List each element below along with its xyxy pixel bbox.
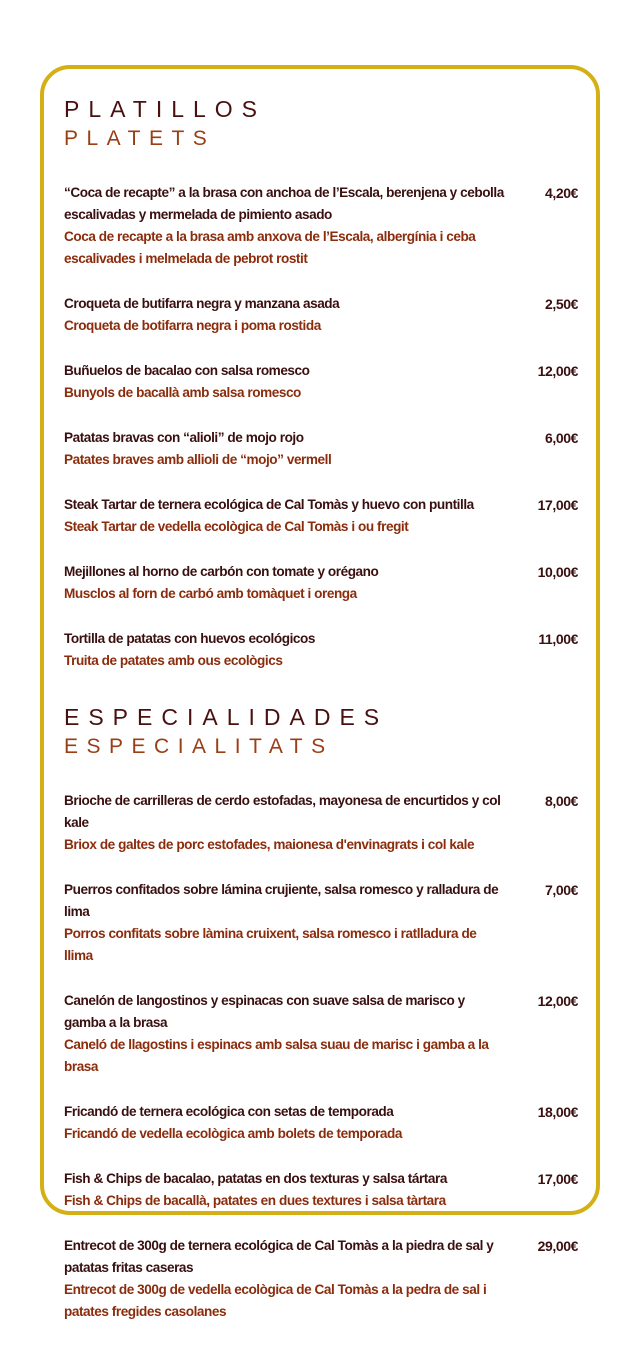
menu-item bbox=[64, 182, 578, 270]
dish-name-ca: Bunyols de bacallà amb salsa romesco bbox=[64, 385, 301, 400]
dish-name-ca: Fish & Chips de bacallà, patates en dues textures i salsa tàrtara bbox=[64, 1193, 446, 1208]
menu-content bbox=[64, 94, 578, 1346]
menu-item bbox=[64, 790, 578, 856]
dish-name-es: “Coca de recapte” a la brasa con anchoa de l’Escala, berenjena y cebolla escalivadas y mermelada de pimiento asado bbox=[64, 185, 504, 222]
dish-name-es: Mejillones al horno de carbón con tomate y orégano bbox=[64, 564, 379, 579]
dish-price: 6,00€ bbox=[544, 430, 578, 446]
menu-item bbox=[64, 628, 578, 672]
menu-item bbox=[64, 561, 578, 605]
dish-name-es: Buñuelos de bacalao con salsa romesco bbox=[64, 363, 310, 378]
dish-price: 10,00€ bbox=[537, 564, 578, 580]
menu-item bbox=[64, 1235, 578, 1323]
dish-name-es: Steak Tartar de ternera ecológica de Cal Tomàs y huevo con puntilla bbox=[64, 497, 474, 512]
menu-item bbox=[64, 427, 578, 471]
menu-item bbox=[64, 360, 578, 404]
dish-name-ca: Patates braves amb allioli de “mojo” vermell bbox=[64, 452, 332, 467]
dish-name-es: Puerros confitados sobre lámina crujiente, salsa romesco y ralladura de lima bbox=[64, 882, 499, 919]
dish-name-ca: Croqueta de botifarra negra i poma rostida bbox=[64, 318, 321, 333]
dish-price: 12,00€ bbox=[537, 993, 578, 1009]
menu-section bbox=[64, 94, 578, 672]
dish-price: 4,20€ bbox=[544, 185, 578, 201]
dish-price: 2,50€ bbox=[544, 296, 578, 312]
section-title-ca: PLATETS bbox=[64, 127, 216, 150]
section-title-es: PLATILLOS bbox=[64, 96, 267, 122]
menu-item bbox=[64, 1168, 578, 1212]
dish-price: 12,00€ bbox=[537, 363, 578, 379]
menu-item bbox=[64, 293, 578, 337]
dish-name-es: Fish & Chips de bacalao, patatas en dos texturas y salsa tártara bbox=[64, 1171, 447, 1186]
menu-item bbox=[64, 494, 578, 538]
dish-name-ca: Steak Tartar de vedella ecològica de Cal Tomàs i ou fregit bbox=[64, 519, 409, 534]
dish-price: 18,00€ bbox=[537, 1104, 578, 1120]
dish-price: 8,00€ bbox=[544, 793, 578, 809]
dish-name-es: Tortilla de patatas con huevos ecológicos bbox=[64, 631, 315, 646]
dish-name-ca: Porros confitats sobre làmina cruixent, salsa romesco i ratlladura de llima bbox=[64, 926, 477, 963]
dish-price: 29,00€ bbox=[537, 1238, 578, 1254]
section-title-es: ESPECIALIDADES bbox=[64, 704, 389, 730]
dish-name-es: Entrecot de 300g de ternera ecológica de Cal Tomàs a la piedra de sal y patatas fritas caseras bbox=[64, 1238, 494, 1275]
dish-price: 17,00€ bbox=[537, 497, 578, 513]
dish-name-ca: Truita de patates amb ous ecològics bbox=[64, 653, 283, 668]
menu-item bbox=[64, 1101, 578, 1145]
dish-name-ca: Briox de galtes de porc estofades, maionesa d'envinagrats i col kale bbox=[64, 837, 475, 852]
dish-price: 7,00€ bbox=[544, 882, 578, 898]
dish-name-ca: Caneló de llagostins i espinacs amb salsa suau de marisc i gamba a la brasa bbox=[64, 1037, 489, 1074]
menu-item bbox=[64, 990, 578, 1078]
dish-name-ca: Coca de recapte a la brasa amb anxova de l’Escala, albergínia i ceba escalivades i melmelada de pebrot rostit bbox=[64, 229, 476, 266]
section-title-ca: ESPECIALITATS bbox=[64, 735, 334, 758]
dish-price: 17,00€ bbox=[537, 1171, 578, 1187]
dish-name-es: Patatas bravas con “alioli” de mojo rojo bbox=[64, 430, 304, 445]
dish-name-es: Croqueta de butifarra negra y manzana asada bbox=[64, 296, 340, 311]
dish-name-ca: Musclos al forn de carbó amb tomàquet i orenga bbox=[64, 586, 357, 601]
menu-section bbox=[64, 702, 578, 1323]
dish-name-es: Fricandó de ternera ecológica con setas de temporada bbox=[64, 1104, 394, 1119]
dish-name-es: Canelón de langostinos y espinacas con suave salsa de marisco y gamba a la brasa bbox=[64, 993, 465, 1030]
menu-item bbox=[64, 879, 578, 967]
dish-name-ca: Fricandó de vedella ecològica amb bolets de temporada bbox=[64, 1126, 402, 1141]
dish-name-es: Brioche de carrilleras de cerdo estofadas, mayonesa de encurtidos y col kale bbox=[64, 793, 501, 830]
dish-price: 11,00€ bbox=[538, 631, 578, 647]
dish-name-ca: Entrecot de 300g de vedella ecològica de Cal Tomàs a la pedra de sal i patates fregides casolanes bbox=[64, 1282, 487, 1319]
